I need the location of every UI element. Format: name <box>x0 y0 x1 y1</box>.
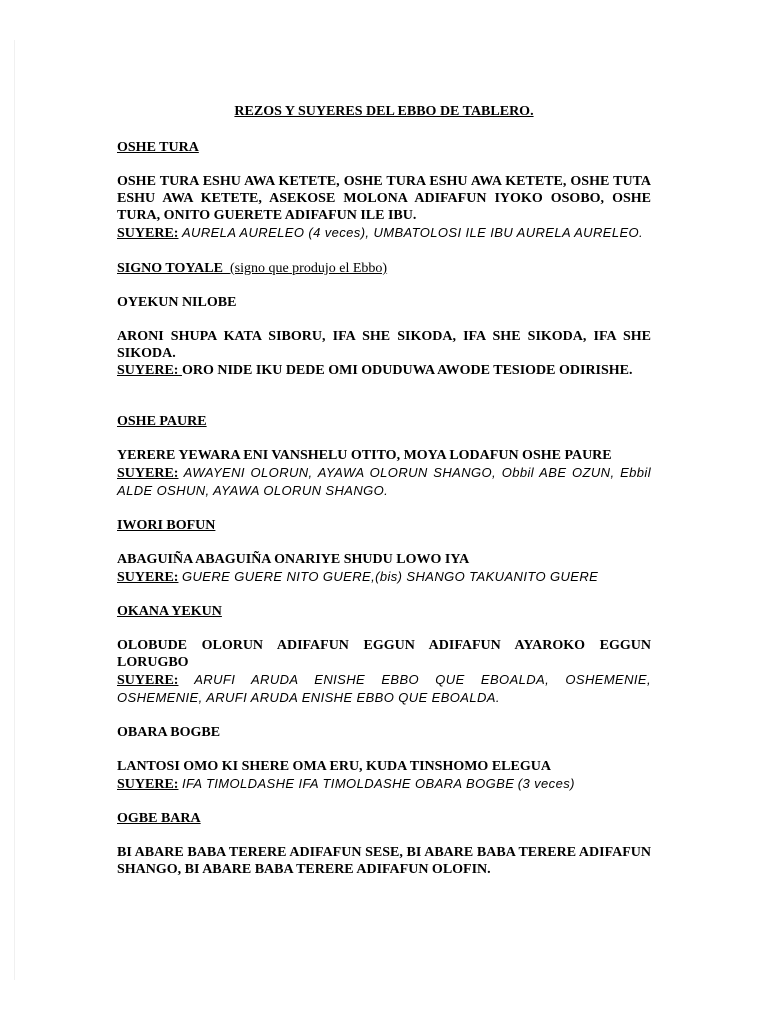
signo-heading-text: SIGNO TOYALE <box>117 261 223 276</box>
prayer-okana-yekun: OLOBUDE OLORUN ADIFAFUN EGGUN ADIFAFUN AYAROKO EGGUN LORUGBO <box>117 638 651 670</box>
suyere-label: SUYERE: <box>117 673 179 688</box>
section-heading-ogbe-bara: OGBE BARA <box>117 811 201 826</box>
suyere-text: GUERE GUERE NITO GUERE,(bis) SHANGO TAKUANITO GUERE <box>181 569 599 584</box>
section-heading-okana-yekun: OKANA YEKUN <box>117 604 222 619</box>
suyere-iwori-bofun <box>117 568 651 586</box>
prayer-oyekun-nilobe: ARONI SHUPA KATA SIBORU, IFA SHE SIKODA, IFA SHE SIKODA, IFA SHE SIKODA. <box>117 329 651 361</box>
section-heading-iwori-bofun: IWORI BOFUN <box>117 518 216 533</box>
document-title: REZOS Y SUYERES DEL EBBO DE TABLERO. <box>234 104 534 119</box>
signo-heading-note: (signo que produjo el Ebbo) <box>229 261 388 276</box>
prayer-ogbe-bara: BI ABARE BABA TERERE ADIFAFUN SESE, BI ABARE BABA TERERE ADIFAFUN SHANGO, BI ABARE BABA TERERE ADIFAFUN OLOFIN. <box>117 845 651 877</box>
suyere-oshe-paure <box>117 464 651 500</box>
section-heading-obara-bogbe: OBARA BOGBE <box>117 725 221 740</box>
suyere-okana-yekun <box>117 671 651 707</box>
suyere-label: SUYERE: <box>117 466 179 481</box>
page-edge-shadow <box>14 40 15 980</box>
document-body <box>117 103 651 878</box>
suyere-note: (3 veces) <box>517 776 575 791</box>
suyere-text: AURELA AURELEO (4 veces), UMBATOLOSI ILE IBU AURELA AURELEO. <box>181 225 644 240</box>
section-heading-oshe-paure: OSHE PAURE <box>117 414 207 429</box>
suyere-text: IFA TIMOLDASHE IFA TIMOLDASHE OBARA BOGBE <box>181 776 515 791</box>
section-heading-oshe-tura: OSHE TURA <box>117 140 199 155</box>
suyere-obara-bogbe <box>117 775 651 793</box>
prayer-oshe-tura: OSHE TURA ESHU AWA KETETE, OSHE TURA ESHU AWA KETETE, OSHE TUTA ESHU AWA KETETE, ASEKOSE MOLONA ADIFAFUN IYOKO OSOBO, OSHE TURA, ONITO GUERETE ADIFAFUN ILE IBU. <box>117 174 651 223</box>
section-heading-signo-toyale <box>117 260 651 277</box>
prayer-iwori-bofun: ABAGUIÑA ABAGUIÑA ONARIYE SHUDU LOWO IYA <box>117 552 470 567</box>
suyere-text: AWAYENI OLORUN, AYAWA OLORUN SHANGO, Obbil ABE OZUN, Ebbil ALDE OSHUN, AYAWA OLORUN SHANGO. <box>117 465 652 498</box>
suyere-label: SUYERE: <box>117 777 179 792</box>
suyere-label: SUYERE: <box>117 363 179 378</box>
suyere-label: SUYERE: <box>117 570 179 585</box>
suyere-text: ARUFI ARUDA ENISHE EBBO QUE EBOALDA, OSHEMENIE, OSHEMENIE, ARUFI ARUDA ENISHE EBBO QUE EBOALDA. <box>117 672 652 705</box>
suyere-oyekun-nilobe <box>117 362 651 379</box>
prayer-oshe-paure: YERERE YEWARA ENI VANSHELU OTITO, MOYA LODAFUN OSHE PAURE <box>117 448 612 463</box>
suyere-label: SUYERE: <box>117 226 179 241</box>
section-heading-oyekun-nilobe: OYEKUN NILOBE <box>117 295 237 310</box>
suyere-text: ORO NIDE IKU DEDE OMI ODUDUWA AWODE TESIODE ODIRISHE. <box>181 363 633 378</box>
suyere-oshe-tura <box>117 224 651 242</box>
prayer-obara-bogbe: LANTOSI OMO KI SHERE OMA ERU, KUDA TINSHOMO ELEGUA <box>117 759 551 774</box>
